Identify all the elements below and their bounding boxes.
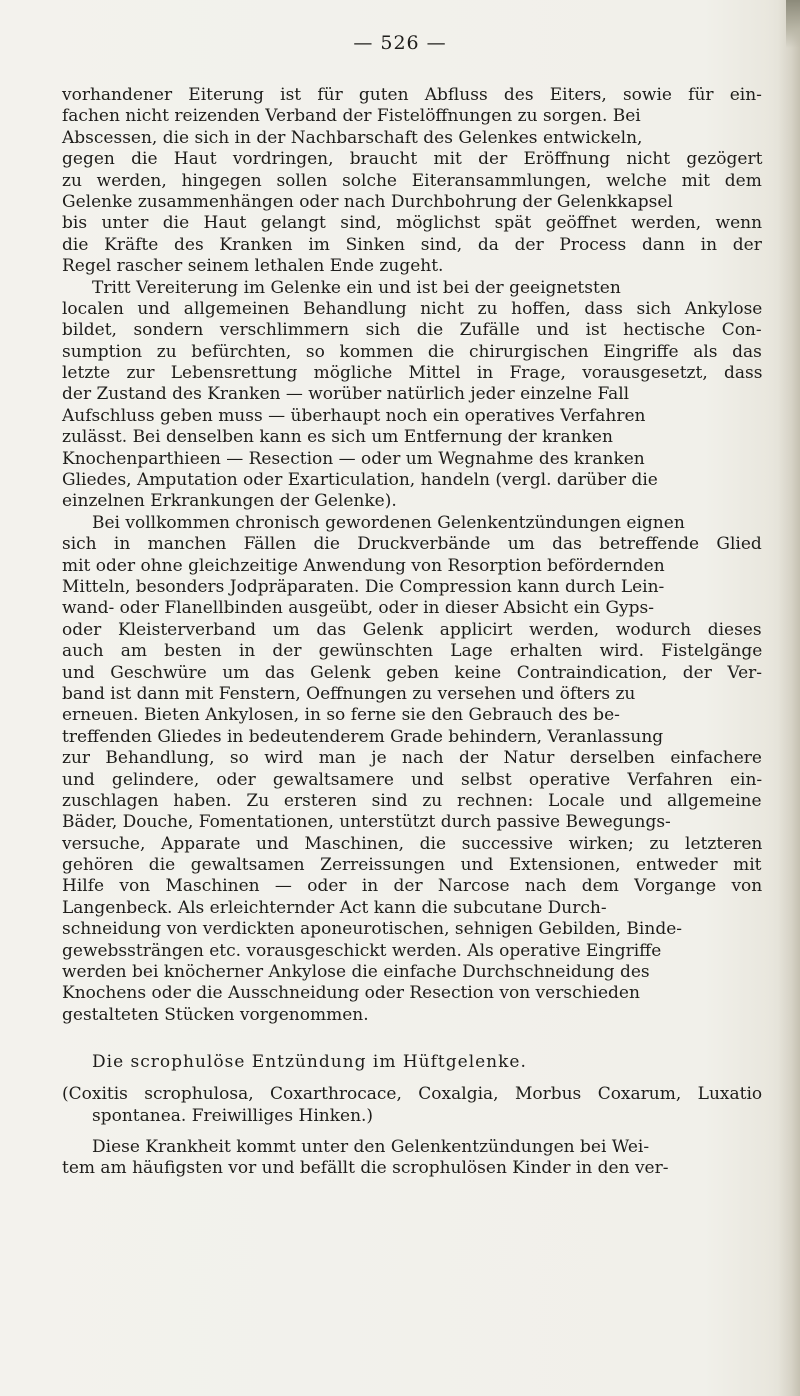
text-line: vorhandener Eiterung ist für guten Abfluss des Eiters, sowie für ein- <box>62 85 762 105</box>
text-line: letzte zur Lebensrettung mögliche Mittel in Frage, vorausgesetzt, dass <box>62 363 763 384</box>
text-line: Aufschluss geben muss — überhaupt noch ein operatives Verfahren <box>62 405 646 426</box>
text-line: zur Behandlung, so wird man je nach der Natur derselben einfachere <box>62 748 762 769</box>
text-line: band ist dann mit Fenstern, Oeffnungen zu versehen und öfters zu <box>62 683 636 704</box>
paragraph-chronisch <box>62 513 762 1026</box>
text-line: werden bei knöcherner Ankylose die einfache Durchschneidung des <box>62 962 650 983</box>
text-line: zulässt. Bei denselben kann es sich um Entfernung der kranken <box>62 427 613 448</box>
text-line: Gliedes, Amputation oder Exarticulation, handeln (vergl. darüber die <box>62 470 658 491</box>
synonyms-block <box>62 1084 762 1127</box>
text-line: gewebssträngen etc. vorausgeschickt werden. Als operative Eingriffe <box>62 940 662 961</box>
text-line: schneidung von verdickten aponeurotischen, sehnigen Gebilden, Binde- <box>62 919 683 940</box>
text-line: wand- oder Flanellbinden ausgeübt, oder in dieser Absicht ein Gyps- <box>62 598 655 619</box>
text-line: der Zustand des Kranken — worüber natürlich jeder einzelne Fall <box>62 384 630 405</box>
page-edge-shadow <box>778 0 800 1396</box>
paragraph-krankheit <box>62 1137 762 1180</box>
text-line: und Geschwüre um das Gelenk geben keine Contraindication, der Ver- <box>62 662 762 683</box>
text-line: fachen nicht reizenden Verband der Fistelöffnungen zu sorgen. Bei <box>62 106 641 127</box>
text-line: Regel rascher seinem lethalen Ende zugeht. <box>62 256 444 277</box>
text-line: localen und allgemeinen Behandlung nicht zu hoffen, dass sich Ankylose <box>62 298 763 319</box>
text-line: zuschlagen haben. Zu ersteren sind zu rechnen: Locale und allgemeine <box>62 790 762 811</box>
text-line: Tritt Vereiterung im Gelenke ein und ist bei der geeignetsten <box>92 277 621 298</box>
section-spacer <box>62 1026 762 1050</box>
text-line: bildet, sondern verschlimmern sich die Zufälle und ist hectische Con- <box>62 320 762 341</box>
text-line: oder Kleisterverband um das Gelenk applicirt werden, wodurch dieses <box>62 619 762 640</box>
text-line: sumption zu befürchten, so kommen die chirurgischen Eingriffe als das <box>62 341 762 362</box>
paragraph-eiterung <box>62 85 762 278</box>
text-line: und gelindere, oder gewaltsamere und selbst operative Verfahren ein- <box>62 769 763 790</box>
text-line: Knochenparthieen — Resection — oder um Wegnahme des kranken <box>62 448 645 469</box>
text-line: einzelnen Erkrankungen der Gelenke). <box>62 491 397 512</box>
text-line: Mitteln, besonders Jodpräparaten. Die Compression kann durch Lein- <box>62 576 665 597</box>
text-line: auch am besten in der gewünschten Lage erhalten wird. Fistelgänge <box>62 641 763 662</box>
paragraph-vereiterung <box>62 278 762 513</box>
text-line: bis unter die Haut gelangt sind, möglichst spät geöffnet werden, wenn <box>62 213 763 234</box>
synonyms-line: (Coxitis scrophulosa, Coxarthrocace, Coxalgia, Morbus Coxarum, Luxatio <box>62 1084 763 1105</box>
text-line: gegen die Haut vordringen, braucht mit der Eröffnung nicht gezögert <box>62 149 763 170</box>
text-line: Bäder, Douche, Fomentationen, unterstützt durch passive Bewegungs- <box>62 812 671 833</box>
text-line: Hilfe von Maschinen — oder in der Narcose nach dem Vorgange von <box>62 876 763 897</box>
section-heading: Die scrophulöse Entzündung im Hüftgelenke. <box>92 1052 527 1073</box>
text-line: gestalteten Stücken vorgenommen. <box>62 1004 369 1025</box>
text-line: Bei vollkommen chronisch gewordenen Gelenkentzündungen eignen <box>92 512 685 533</box>
text-line: Knochens oder die Ausschneidung oder Resection von verschieden <box>62 983 640 1004</box>
text-line: treffenden Gliedes in bedeutenderem Grade behindern, Veranlassung <box>62 726 664 747</box>
text-line: Langenbeck. Als erleichternder Act kann die subcutane Durch- <box>62 897 607 918</box>
text-line: die Kräfte des Kranken im Sinken sind, da der Process dann in der <box>62 234 762 255</box>
text-line: gehören die gewaltsamen Zerreissungen und Extensionen, entweder mit <box>62 855 762 876</box>
text-line: versuche, Apparate und Maschinen, die successive wirken; zu letzteren <box>62 833 763 854</box>
body-text <box>62 85 762 1180</box>
text-line: tem am häufigsten vor und befällt die scrophulösen Kinder in den ver- <box>62 1158 669 1179</box>
text-line: Abscessen, die sich in der Nachbarschaft des Gelenkes entwickeln, <box>62 127 643 148</box>
text-line: zu werden, hingegen sollen solche Eiteransammlungen, welche mit dem <box>62 170 762 191</box>
synonyms-spacer <box>62 1127 762 1137</box>
text-line: Diese Krankheit kommt unter den Gelenkentzündungen bei Wei- <box>92 1136 650 1157</box>
text-line: Gelenke zusammenhängen oder nach Durchbohrung der Gelenkkapsel <box>62 191 673 212</box>
page-number: — 526 — <box>353 32 447 54</box>
text-line: mit oder ohne gleichzeitige Anwendung von Resorption befördernden <box>62 555 665 576</box>
synonyms-line: spontanea. Freiwilliges Hinken.) <box>92 1105 374 1126</box>
text-line: erneuen. Bieten Ankylosen, in so ferne sie den Gebrauch des be- <box>62 705 620 726</box>
text-line: sich in manchen Fällen die Druckverbände um das betreffende Glied <box>62 534 762 555</box>
heading-spacer <box>62 1074 762 1084</box>
